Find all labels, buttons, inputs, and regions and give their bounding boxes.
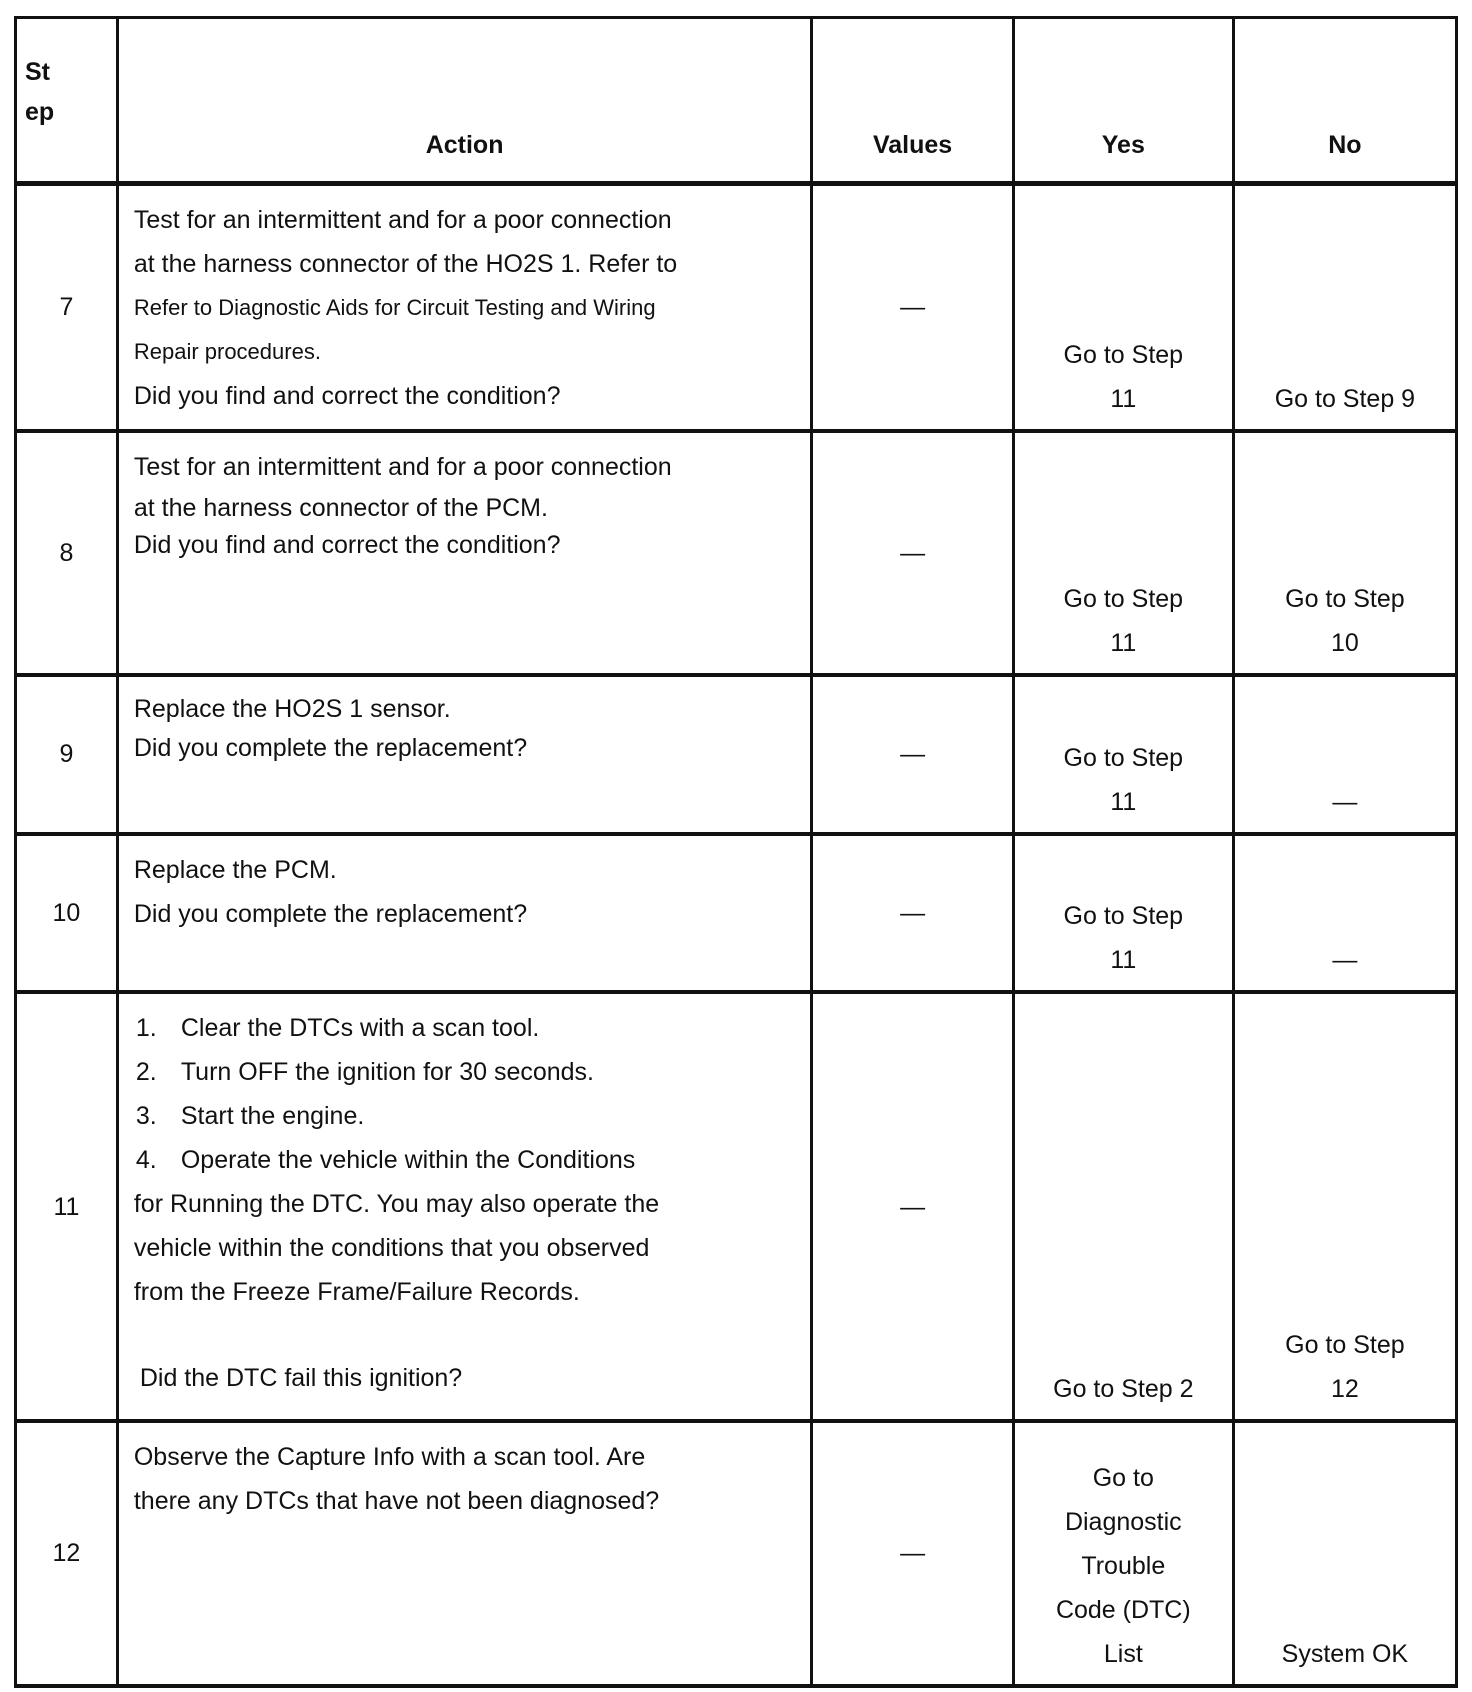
yes-cell — [1013, 1421, 1233, 1686]
no-dash: — — [1332, 946, 1358, 975]
step-header-line: ep — [25, 98, 55, 126]
action-line: from the Freeze Frame/Failure Records. — [133, 1278, 580, 1307]
no-cell — [1233, 834, 1456, 993]
list-text: Turn OFF the ignition for 30 seconds. — [180, 1058, 595, 1087]
list-number: 1. — [135, 1014, 157, 1043]
no-line: Go to Step 9 — [1274, 384, 1416, 413]
list-item — [134, 1094, 802, 1138]
yes-line: Go to Step — [1063, 743, 1184, 772]
step-number: 9 — [16, 675, 118, 834]
action-question: Did you find and correct the condition? — [133, 382, 561, 410]
step-column-header — [16, 18, 118, 184]
step-number: 11 — [16, 992, 118, 1420]
yes-line: Trouble — [1081, 1552, 1166, 1580]
list-item — [134, 1050, 802, 1094]
no-line: Go to Step — [1285, 584, 1405, 613]
list-text: Start the engine. — [180, 1102, 365, 1131]
step-number: 12 — [16, 1421, 118, 1686]
yes-cell — [1013, 834, 1233, 993]
values-column-header: Values — [812, 18, 1014, 184]
table-row — [16, 675, 1457, 834]
yes-line: Diagnostic — [1064, 1508, 1182, 1536]
table-row — [16, 431, 1457, 675]
action-line: at the harness connector of the HO2S 1. Refer to — [133, 250, 678, 278]
action-question: Did you find and correct the condition? — [133, 530, 561, 559]
step-header-line: St — [25, 58, 50, 86]
action-column-header: Action — [117, 18, 811, 184]
list-number: 3. — [135, 1102, 157, 1131]
action-cell — [117, 834, 811, 993]
action-question: Did you complete the replacement? — [133, 899, 528, 928]
no-cell — [1233, 992, 1456, 1420]
action-cell — [117, 184, 811, 431]
table-row — [16, 184, 1457, 431]
yes-line: List — [1103, 1640, 1143, 1668]
no-cell — [1233, 184, 1456, 431]
yes-line: Go to Step — [1063, 902, 1184, 931]
action-line: there any DTCs that have not been diagnosed? — [133, 1486, 660, 1515]
no-line: 10 — [1330, 628, 1359, 657]
yes-column-header: Yes — [1013, 18, 1233, 184]
action-cell — [117, 675, 811, 834]
no-line: 12 — [1330, 1374, 1359, 1403]
yes-line: 11 — [1110, 946, 1137, 975]
action-line: for Running the DTC. You may also operate the — [133, 1190, 660, 1219]
list-number: 2. — [135, 1058, 157, 1087]
no-cell — [1233, 1421, 1456, 1686]
no-line: System OK — [1281, 1640, 1409, 1668]
list-item — [134, 1138, 802, 1182]
yes-line: 11 — [1110, 787, 1137, 816]
spacer — [134, 1314, 802, 1356]
step-number: 8 — [16, 431, 118, 675]
diagnostic-table — [14, 16, 1458, 1688]
no-cell — [1233, 431, 1456, 675]
action-line: Observe the Capture Info with a scan tool. Are — [133, 1442, 646, 1471]
action-line: Test for an intermittent and for a poor connection — [133, 452, 672, 481]
action-cell — [117, 1421, 811, 1686]
yes-line: Go to Step 2 — [1053, 1374, 1194, 1403]
no-cell — [1233, 675, 1456, 834]
header-row — [16, 18, 1457, 184]
yes-line: 11 — [1110, 384, 1137, 413]
yes-cell — [1013, 431, 1233, 675]
action-line: Replace the PCM. — [133, 855, 337, 884]
yes-line: Code (DTC) — [1055, 1596, 1191, 1624]
action-line: Test for an intermittent and for a poor connection — [133, 206, 672, 234]
step-number: 7 — [16, 184, 118, 431]
action-line: Refer to Diagnostic Aids for Circuit Testing and Wiring — [133, 295, 656, 320]
values-cell: — — [812, 1421, 1014, 1686]
no-dash: — — [1332, 787, 1358, 816]
list-item — [134, 1006, 802, 1050]
list-text: Operate the vehicle within the Conditions — [180, 1146, 636, 1175]
yes-cell — [1013, 184, 1233, 431]
action-line: Replace the HO2S 1 sensor. — [133, 694, 451, 723]
values-cell: — — [812, 431, 1014, 675]
action-line: vehicle within the conditions that you observed — [133, 1234, 650, 1263]
list-number: 4. — [135, 1146, 157, 1175]
values-cell: — — [812, 184, 1014, 431]
action-cell — [117, 992, 811, 1420]
yes-line: Go to Step — [1063, 340, 1184, 369]
yes-cell — [1013, 992, 1233, 1420]
action-line: at the harness connector of the PCM. — [133, 493, 548, 522]
action-cell — [117, 431, 811, 675]
action-question: Did the DTC fail this ignition? — [139, 1364, 463, 1393]
yes-line: Go to — [1092, 1464, 1154, 1492]
list-text: Clear the DTCs with a scan tool. — [180, 1014, 540, 1043]
action-question: Did you complete the replacement? — [133, 733, 528, 762]
yes-line: 11 — [1110, 628, 1137, 657]
table-row — [16, 834, 1457, 993]
values-cell: — — [812, 992, 1014, 1420]
no-line: Go to Step — [1285, 1330, 1405, 1359]
values-cell: — — [812, 675, 1014, 834]
action-line: Repair procedures. — [133, 339, 321, 364]
yes-line: Go to Step — [1063, 584, 1184, 613]
table-row — [16, 1421, 1457, 1686]
step-number: 10 — [16, 834, 118, 993]
no-column-header: No — [1233, 18, 1456, 184]
values-cell: — — [812, 834, 1014, 993]
yes-cell — [1013, 675, 1233, 834]
table-row — [16, 992, 1457, 1420]
